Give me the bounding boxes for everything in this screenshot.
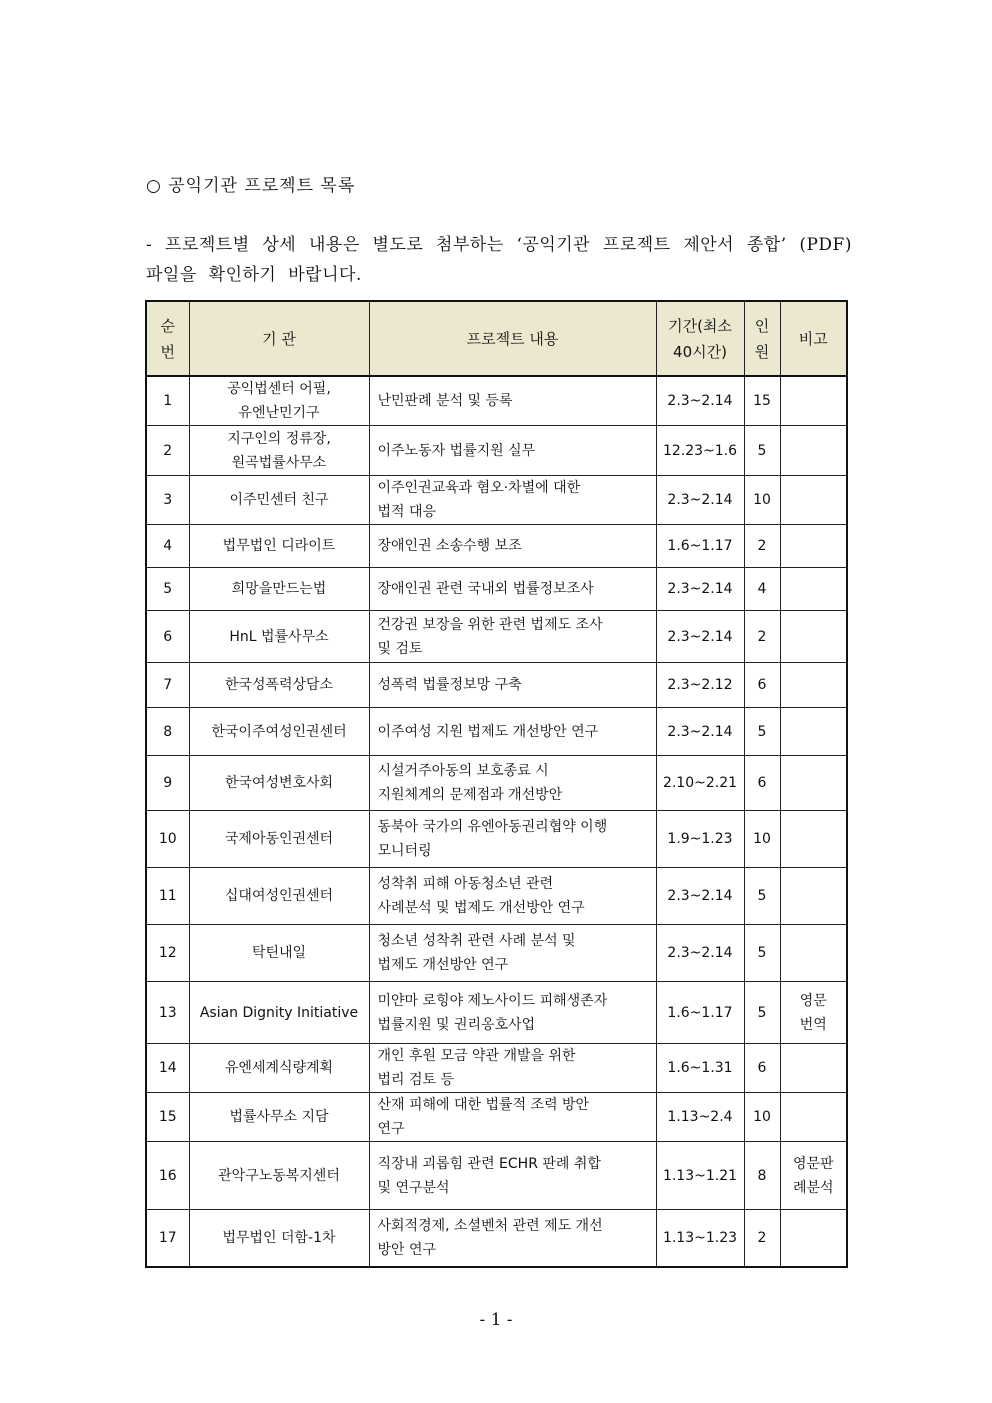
period-cell: 2.3~2.12 — [656, 663, 744, 708]
period-cell: 1.6~1.17 — [656, 525, 744, 568]
row-number: 7 — [146, 663, 189, 708]
content-cell: 개인 후원 모금 약관 개발을 위한 법리 검토 등 — [369, 1044, 656, 1093]
period-cell: 1.13~2.4 — [656, 1093, 744, 1142]
table-row — [146, 708, 847, 756]
table-row — [146, 1044, 847, 1093]
table-row — [146, 568, 847, 611]
organization-cell: 이주민센터 친구 — [189, 476, 369, 525]
row-number: 10 — [146, 811, 189, 868]
row-number: 15 — [146, 1093, 189, 1142]
people-cell: 5 — [744, 925, 780, 982]
organization-cell: 유엔세계식량계획 — [189, 1044, 369, 1093]
table-row — [146, 811, 847, 868]
content-cell: 이주노동자 법률지원 실무 — [369, 426, 656, 476]
note-cell: 영문 번역 — [780, 982, 847, 1044]
row-number: 4 — [146, 525, 189, 568]
table-header-row — [146, 301, 847, 376]
note-cell — [780, 868, 847, 925]
period-cell: 12.23~1.6 — [656, 426, 744, 476]
row-number: 5 — [146, 568, 189, 611]
organization-cell: HnL 법률사무소 — [189, 611, 369, 663]
page-number: - 1 - — [479, 1310, 513, 1330]
period-cell: 1.13~1.23 — [656, 1210, 744, 1267]
table-row — [146, 756, 847, 811]
content-cell: 건강권 보장을 위한 관련 법제도 조사 및 검토 — [369, 611, 656, 663]
content-cell: 이주인권교육과 혐오·차별에 대한 법적 대응 — [369, 476, 656, 525]
content-cell: 성폭력 법률정보망 구축 — [369, 663, 656, 708]
note-cell — [780, 756, 847, 811]
organization-cell: 공익법센터 어필, 유엔난민기구 — [189, 376, 369, 426]
organization-cell: Asian Dignity Initiative — [189, 982, 369, 1044]
organization-cell: 한국여성변호사회 — [189, 756, 369, 811]
period-cell: 1.6~1.17 — [656, 982, 744, 1044]
header-period: 기간(최소 40시간) — [656, 301, 744, 376]
note-cell — [780, 476, 847, 525]
period-cell: 1.13~1.21 — [656, 1142, 744, 1210]
note-cell — [780, 426, 847, 476]
people-cell: 6 — [744, 756, 780, 811]
row-number: 12 — [146, 925, 189, 982]
organization-cell: 지구인의 정류장, 원곡법률사무소 — [189, 426, 369, 476]
content-cell: 사회적경제, 소셜벤처 관련 제도 개선 방안 연구 — [369, 1210, 656, 1267]
period-cell: 1.6~1.31 — [656, 1044, 744, 1093]
content-cell: 동북아 국가의 유엔아동권리협약 이행 모니터링 — [369, 811, 656, 868]
organization-cell: 법무법인 디라이트 — [189, 525, 369, 568]
note-cell — [780, 568, 847, 611]
table-row — [146, 611, 847, 663]
people-cell: 10 — [744, 476, 780, 525]
row-number: 9 — [146, 756, 189, 811]
row-number: 1 — [146, 376, 189, 426]
row-number: 17 — [146, 1210, 189, 1267]
row-number: 3 — [146, 476, 189, 525]
header-no: 순 번 — [146, 301, 189, 376]
note-cell — [780, 1210, 847, 1267]
table-row — [146, 925, 847, 982]
people-cell: 5 — [744, 982, 780, 1044]
organization-cell: 관악구노동복지센터 — [189, 1142, 369, 1210]
attachment-note: - 프로젝트별 상세 내용은 별도로 첨부하는 ‘공익기관 프로젝트 제안서 종합’ (PDF) 파일을 확인하기 바랍니다. — [146, 235, 852, 285]
row-number: 6 — [146, 611, 189, 663]
row-number: 8 — [146, 708, 189, 756]
people-cell: 4 — [744, 568, 780, 611]
organization-cell: 희망을만드는법 — [189, 568, 369, 611]
period-cell: 2.3~2.14 — [656, 868, 744, 925]
content-cell: 장애인권 소송수행 보조 — [369, 525, 656, 568]
people-cell: 15 — [744, 376, 780, 426]
period-cell: 2.3~2.14 — [656, 925, 744, 982]
people-cell: 10 — [744, 1093, 780, 1142]
note-cell — [780, 525, 847, 568]
note-cell: 영문판 례분석 — [780, 1142, 847, 1210]
organization-cell: 법률사무소 지담 — [189, 1093, 369, 1142]
header-org: 기 관 — [189, 301, 369, 376]
people-cell: 10 — [744, 811, 780, 868]
row-number: 11 — [146, 868, 189, 925]
header-people: 인 원 — [744, 301, 780, 376]
header-content: 프로젝트 내용 — [369, 301, 656, 376]
organization-cell: 한국이주여성인권센터 — [189, 708, 369, 756]
content-cell: 미얀마 로힝야 제노사이드 피해생존자 법률지원 및 권리옹호사업 — [369, 982, 656, 1044]
people-cell: 5 — [744, 708, 780, 756]
people-cell: 2 — [744, 525, 780, 568]
row-number: 14 — [146, 1044, 189, 1093]
content-cell: 이주여성 지원 법제도 개선방안 연구 — [369, 708, 656, 756]
period-cell: 2.3~2.14 — [656, 708, 744, 756]
people-cell: 6 — [744, 1044, 780, 1093]
table-row — [146, 376, 847, 426]
period-cell: 2.10~2.21 — [656, 756, 744, 811]
people-cell: 2 — [744, 1210, 780, 1267]
note-cell — [780, 925, 847, 982]
organization-cell: 십대여성인권센터 — [189, 868, 369, 925]
section-heading: ○ 공익기관 프로젝트 목록 — [146, 176, 356, 196]
people-cell: 2 — [744, 611, 780, 663]
content-cell: 청소년 성착취 관련 사례 분석 및 법제도 개선방안 연구 — [369, 925, 656, 982]
row-number: 13 — [146, 982, 189, 1044]
table-row — [146, 476, 847, 525]
table-row — [146, 1142, 847, 1210]
note-cell — [780, 1044, 847, 1093]
table-row — [146, 868, 847, 925]
content-cell: 성착취 피해 아동청소년 관련 사례분석 및 법제도 개선방안 연구 — [369, 868, 656, 925]
table-row — [146, 426, 847, 476]
people-cell: 6 — [744, 663, 780, 708]
table-row — [146, 663, 847, 708]
content-cell: 장애인권 관련 국내외 법률정보조사 — [369, 568, 656, 611]
note-cell — [780, 708, 847, 756]
organization-cell: 법무법인 더함-1차 — [189, 1210, 369, 1267]
table-row — [146, 525, 847, 568]
people-cell: 8 — [744, 1142, 780, 1210]
table-row — [146, 982, 847, 1044]
people-cell: 5 — [744, 426, 780, 476]
table-row — [146, 1093, 847, 1142]
content-cell: 난민판례 분석 및 등록 — [369, 376, 656, 426]
period-cell: 2.3~2.14 — [656, 568, 744, 611]
period-cell: 2.3~2.14 — [656, 376, 744, 426]
header-note: 비고 — [780, 301, 847, 376]
organization-cell: 국제아동인권센터 — [189, 811, 369, 868]
row-number: 16 — [146, 1142, 189, 1210]
note-cell — [780, 811, 847, 868]
content-cell: 직장내 괴롭힘 관련 ECHR 판례 취합 및 연구분석 — [369, 1142, 656, 1210]
content-cell: 산재 피해에 대한 법률적 조력 방안 연구 — [369, 1093, 656, 1142]
row-number: 2 — [146, 426, 189, 476]
period-cell: 1.9~1.23 — [656, 811, 744, 868]
note-cell — [780, 663, 847, 708]
content-cell: 시설거주아동의 보호종료 시 지원체계의 문제점과 개선방안 — [369, 756, 656, 811]
organization-cell: 한국성폭력상담소 — [189, 663, 369, 708]
people-cell: 5 — [744, 868, 780, 925]
period-cell: 2.3~2.14 — [656, 476, 744, 525]
project-table — [145, 300, 848, 1268]
organization-cell: 탁틴내일 — [189, 925, 369, 982]
note-cell — [780, 611, 847, 663]
note-cell — [780, 376, 847, 426]
table-row — [146, 1210, 847, 1267]
period-cell: 2.3~2.14 — [656, 611, 744, 663]
note-cell — [780, 1093, 847, 1142]
